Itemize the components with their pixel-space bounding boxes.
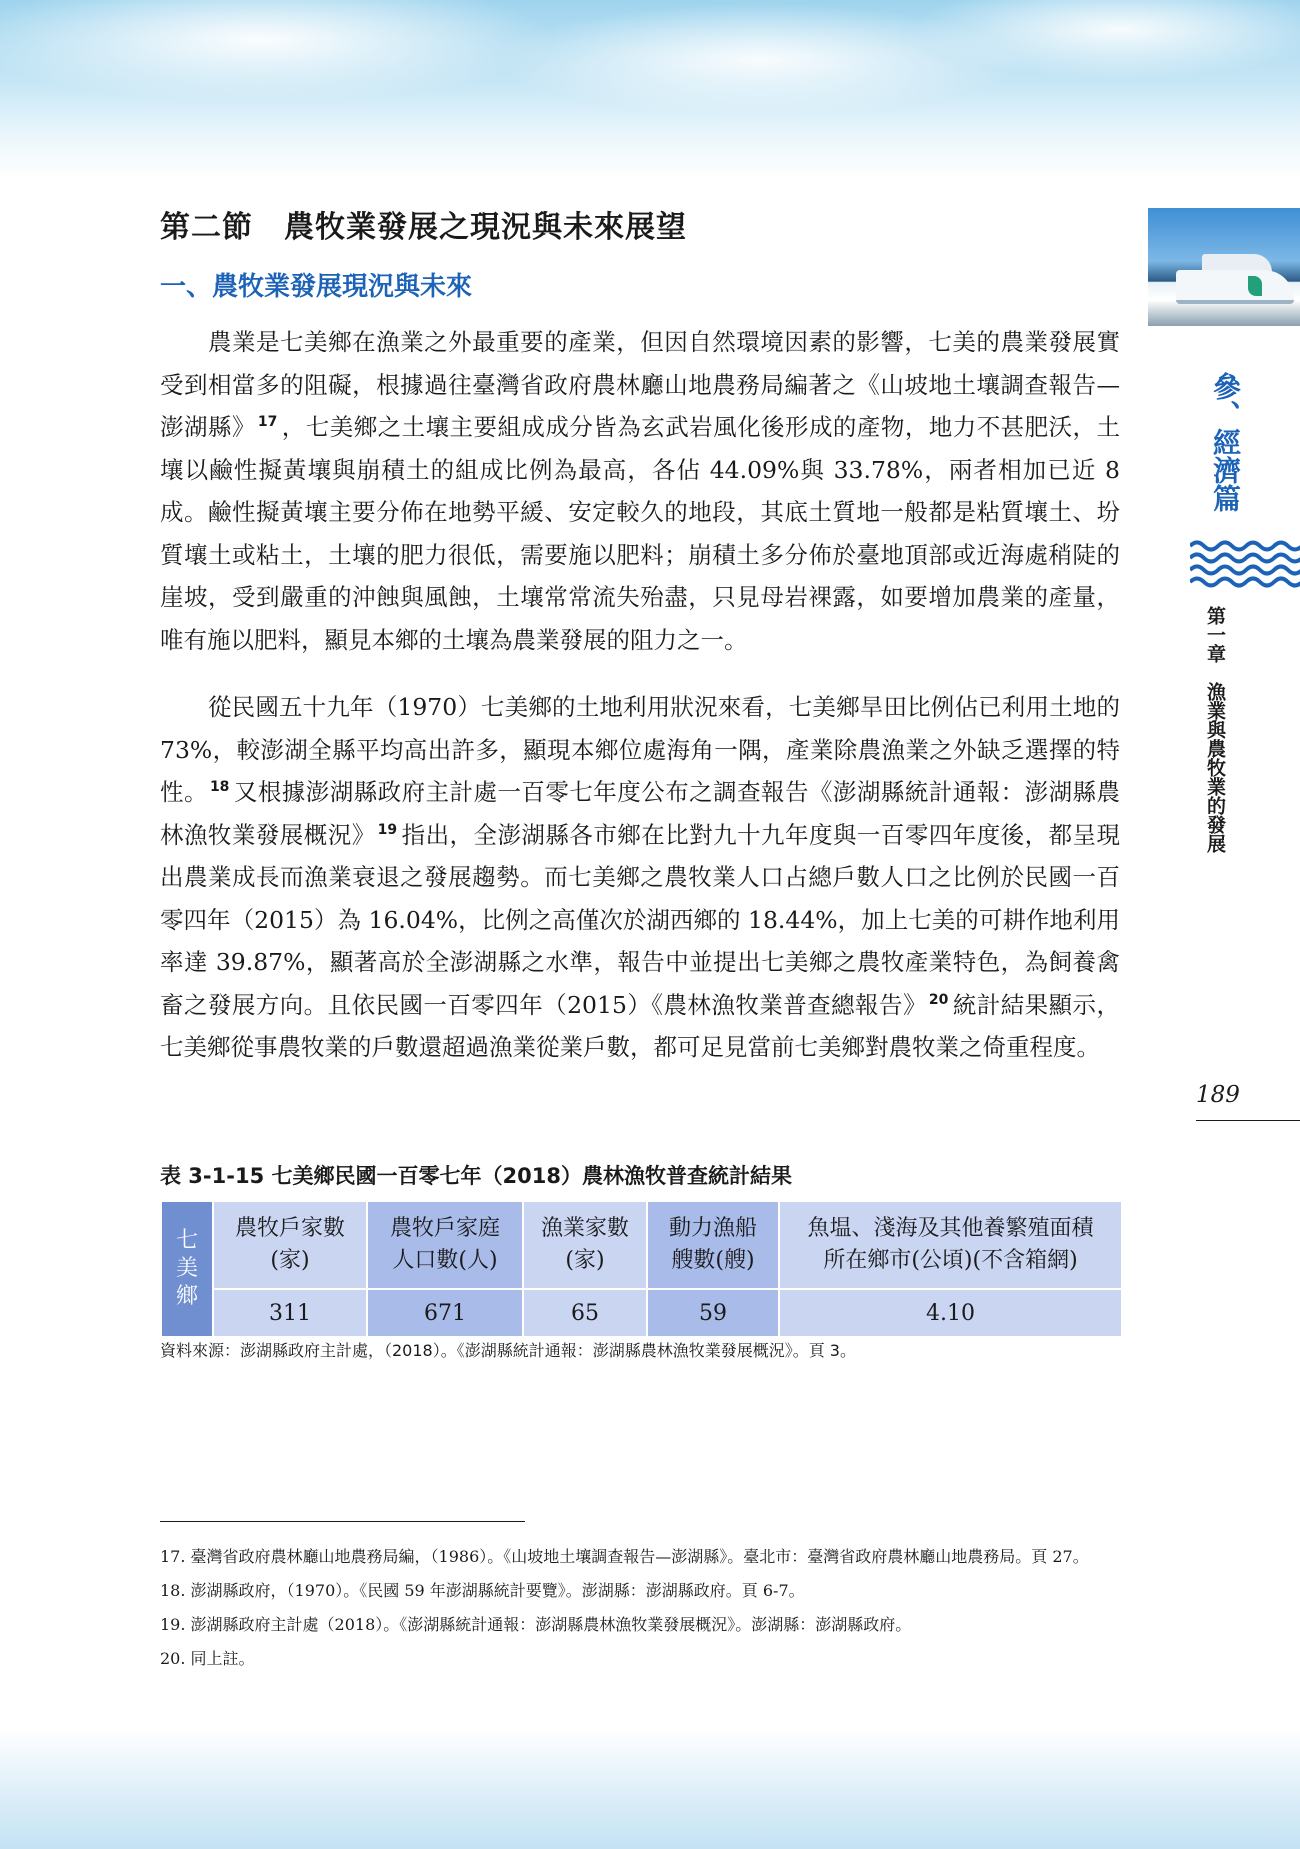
region-char: 美	[175, 1256, 198, 1281]
footnote-ref[interactable]: 18	[209, 779, 230, 795]
paragraph-text: 指出，全澎湖縣各市鄉在比對九十九年度與一百零四年度後，都呈現出農業成長而漁業衰退之發展趨勢。而七美鄉之農牧業人口占總戶數人口之比例於民國一百零四年（2015）為 16.04%，比例之高僅次於湖西鄉的 18.44%，加上七美的可耕作地利用率達 39.87%，顯著高於全澎湖縣之水準，報告中並提出七美鄉之農牧產業特色，為飼養禽畜之發展方向。且依民國一百零四年（2015）《農林漁牧業普查總報告》	[160, 820, 1121, 1019]
table-source: 資料來源：澎湖縣政府主計處，（2018）。《澎湖縣統計通報：澎湖縣農林漁牧業發展概況》。頁 3。	[160, 1341, 856, 1360]
chapter-label: 第一章 漁業與農牧業的發展	[1204, 606, 1226, 853]
region-char: 鄉	[175, 1284, 198, 1309]
column-header: 魚塭、淺海及其他養繁殖面積 所在鄉市(公頃)(不含箱網)	[779, 1201, 1122, 1289]
page-number: 189	[1196, 1082, 1240, 1108]
wave-icon	[1190, 536, 1300, 588]
footnote-list	[160, 1544, 1125, 1680]
ship-hull-shape	[1176, 270, 1294, 304]
footnote-item: 20. 同上註。	[160, 1649, 255, 1668]
table-cell: 65	[523, 1289, 647, 1337]
column-header: 農牧戶家數 (家)	[213, 1201, 367, 1289]
footnote-ref[interactable]: 17	[257, 414, 278, 430]
footnote-item: 18. 澎湖縣政府，（1970）。《民國 59 年澎湖縣統計要覽》。澎湖縣：澎湖縣政府。頁 6-7。	[160, 1581, 805, 1600]
column-header: 農牧戶家庭 人口數(人)	[367, 1201, 523, 1289]
sky-banner	[0, 0, 1300, 180]
page-number-rule	[1196, 1120, 1300, 1121]
table-cell: 4.10	[779, 1289, 1122, 1337]
region-char: 七	[175, 1228, 198, 1253]
part-label: 參、經濟篇	[1209, 372, 1242, 512]
footnote-ref[interactable]: 20	[928, 991, 949, 1008]
wave-footer-decoration	[0, 1729, 1300, 1849]
table-caption: 表 3-1-15 七美鄉民國一百零七年（2018）農林漁牧普查統計結果	[160, 1164, 792, 1188]
section-title: 第二節 農牧業發展之現況與未來展望	[160, 210, 687, 245]
paragraph-text: 又根據澎湖縣政府主計處一百零七年度公布之調查報告《澎湖縣統計通報：澎湖縣農林漁牧業發展概況》	[160, 778, 1121, 849]
footnote-divider	[160, 1521, 525, 1522]
paragraph-text: ，七美鄉之土壤主要組成成分皆為玄武岩風化後形成的產物，地力不甚肥沃，土壤以鹼性擬黃壤與崩積土的組成比例為最高，各佔 44.09%與 33.78%，兩者相加已近 8 成。鹼性擬黃壤主要分佈在地勢平緩、安定較久的地段，其底土質地一般都是粘質壤土、坋質壤土或粘土，土壤的肥力很低，需要施以肥料；崩積土多分佈於臺地頂部或近海處稍陡的崖坡，受到嚴重的沖蝕與風蝕，土壤常常流失殆盡，只見母岩裸露，如要增加農業的產量，唯有施以肥料，顯見本鄉的土壤為農業發展的阻力之一。	[160, 413, 1121, 654]
footnote-ref[interactable]: 19	[377, 821, 398, 838]
table-cell: 311	[213, 1289, 367, 1337]
column-header: 漁業家數 (家)	[523, 1201, 647, 1289]
ferry-photo	[1148, 208, 1300, 326]
table-cell: 59	[647, 1289, 779, 1337]
footnote-item: 17. 臺灣省政府農林廳山地農務局編，（1986）。《山坡地土壤調查報告—澎湖縣》。臺北市：臺灣省政府農林廳山地農務局。頁 27。	[160, 1547, 1089, 1566]
ship-stripe-shape	[1248, 276, 1262, 296]
paragraph-text: 農業是七美鄉在漁業之外最重要的產業，但因自然環境因素的影響，七美的農業發展實受到相當多的阻礙，根據過往臺灣省政府農林廳山地農務局編著之《山坡地土壤調查報告—澎湖縣》	[160, 328, 1120, 441]
table-header-row	[161, 1201, 1122, 1289]
paragraph-1	[160, 321, 1120, 661]
table-cell: 671	[367, 1289, 523, 1337]
footnote-item: 19. 澎湖縣政府主計處（2018）。《澎湖縣統計通報：澎湖縣農林漁牧業發展概況》。澎湖縣：澎湖縣政府。	[160, 1615, 912, 1634]
table-row	[161, 1289, 1122, 1337]
column-header: 動力漁船 艘數(艘)	[647, 1201, 779, 1289]
census-table	[160, 1200, 1123, 1338]
subsection-title: 一、農牧業發展現況與未來	[160, 272, 473, 302]
paragraph-text: 從民國五十九年（1970）七美鄉的土地利用狀況來看，七美鄉旱田比例佔已利用土地的 73%，較澎湖全縣平均高出許多，顯現本鄉位處海角一隅，產業除農漁業之外缺乏選擇的特性。	[160, 693, 1120, 806]
paragraph-text: 統計結果顯示，七美鄉從事農牧業的戶數還超過漁業從業戶數，都可足見當前七美鄉對農牧業之倚重程度。	[160, 990, 1120, 1061]
paragraph-2	[160, 686, 1120, 1069]
region-cell	[161, 1201, 213, 1337]
